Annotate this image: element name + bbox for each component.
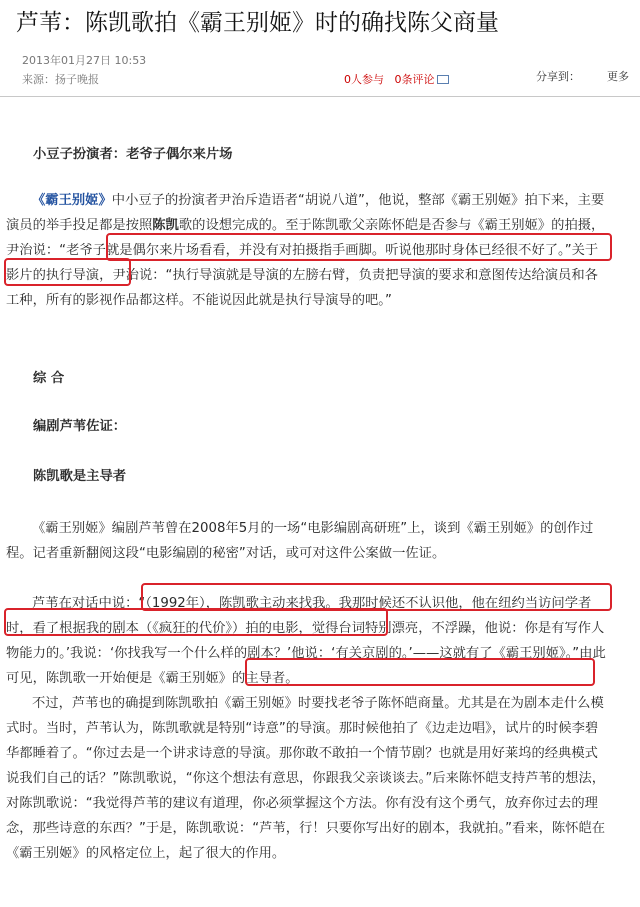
- paragraph: 《霸王别姬》编剧芦苇曾在2008年5月的一场“电影编剧高研班”上，谈到《霸王别姬》的创作过程。记者重新翻阅这段“电影编剧的秘密”对话，或可对这件公案做一佐证。: [6, 521, 594, 561]
- mail-icon[interactable]: [437, 75, 449, 84]
- participants-count[interactable]: 0人参与: [344, 73, 384, 86]
- paragraph: 不过，芦苇也的确提到陈凯歌拍《霸王别姬》时要找老爷子陈怀皑商量。尤其是在为剧本走什么模式时。当时，芦苇认为，陈凯歌就是特别“诗意”的导演。那时候他拍了《边走边唱》，试片的时候李碧华都睡着了。“你过去是一个讲求诗意的导演。那你敢不敢拍一个情节剧？也就是用好莱坞的经典模式说我们自己的话？”陈凯歌说，“你这个想法有意思，你跟我父亲谈谈去。”后来陈怀皑支持芦苇的想法，对陈凯歌说：“我觉得芦苇的建议有道理，你必须掌握这个方法。你有没有这个勇气，放弃你过去的理念，那些诗意的东西？”于是，陈凯歌说：“芦苇，行！只要你写出好的剧本，我就拍。”看来，陈怀皑在《霸王别姬》的风格定位上，起了很大的作用。: [6, 696, 606, 861]
- comments-count[interactable]: 0条评论: [394, 73, 435, 86]
- section-heading: 小豆子扮演者：老爷子偶尔来片场: [33, 147, 233, 162]
- section-heading: 陈凯歌是主导者: [33, 469, 127, 484]
- paragraph-text: 歌的设想完成的。至于陈凯歌父亲陈怀皑是否参与《霸王别姬》的拍摄，尹治说：“老爷子就是偶尔来片场看看，并没有对拍摄指手画脚。听说他那时身体已经很不好了。”关于影片的执行导演，尹治说：“执行导演就是导演的左膀右臂，负责把导演的要求和意图传达给演员和各工种，所有的影视作品都这样。不能说因此就是执行导演导的吧。”: [6, 218, 605, 308]
- section-heading: 编剧芦苇佐证：: [33, 419, 127, 434]
- paragraph: [6, 188, 610, 313]
- film-title-link[interactable]: 《霸王别姬》: [32, 193, 112, 208]
- engagement-counts: [344, 73, 449, 87]
- article-source: 来源：扬子晚报: [22, 73, 99, 86]
- bold-name: 陈凯: [152, 218, 179, 233]
- more-link[interactable]: 更多: [607, 70, 629, 83]
- header-divider: [0, 96, 640, 97]
- article-title: 芦苇：陈凯歌拍《霸王别姬》时的确找陈父商量: [16, 10, 499, 36]
- share-label: 分享到：: [536, 70, 580, 83]
- paragraph: 芦苇在对话中说：“（1992年），陈凯歌主动来找我。我那时候还不认识他，他在纽约当访问学者时，看了根据我的剧本（《疯狂的代价》）拍的电影，觉得台词特别漂亮，不浮躁，他说：你是有写作人物能力的。’我说：‘你找我写一个什么样的剧本？’他说：‘有关京剧的。’——这就有了《霸王别姬》。”由此可见，陈凯歌一开始便是《霸王别姬》的主导者。: [6, 596, 606, 686]
- section-heading: 综 合: [33, 371, 65, 386]
- paragraph-text: 中小豆子的扮演者尹治斥造语者“胡说八道”，他说，整部《霸王别姬》拍下来，主要演员的举手投足都是按照: [6, 193, 605, 233]
- publish-date: 2013年01月27日 10:53: [22, 54, 147, 67]
